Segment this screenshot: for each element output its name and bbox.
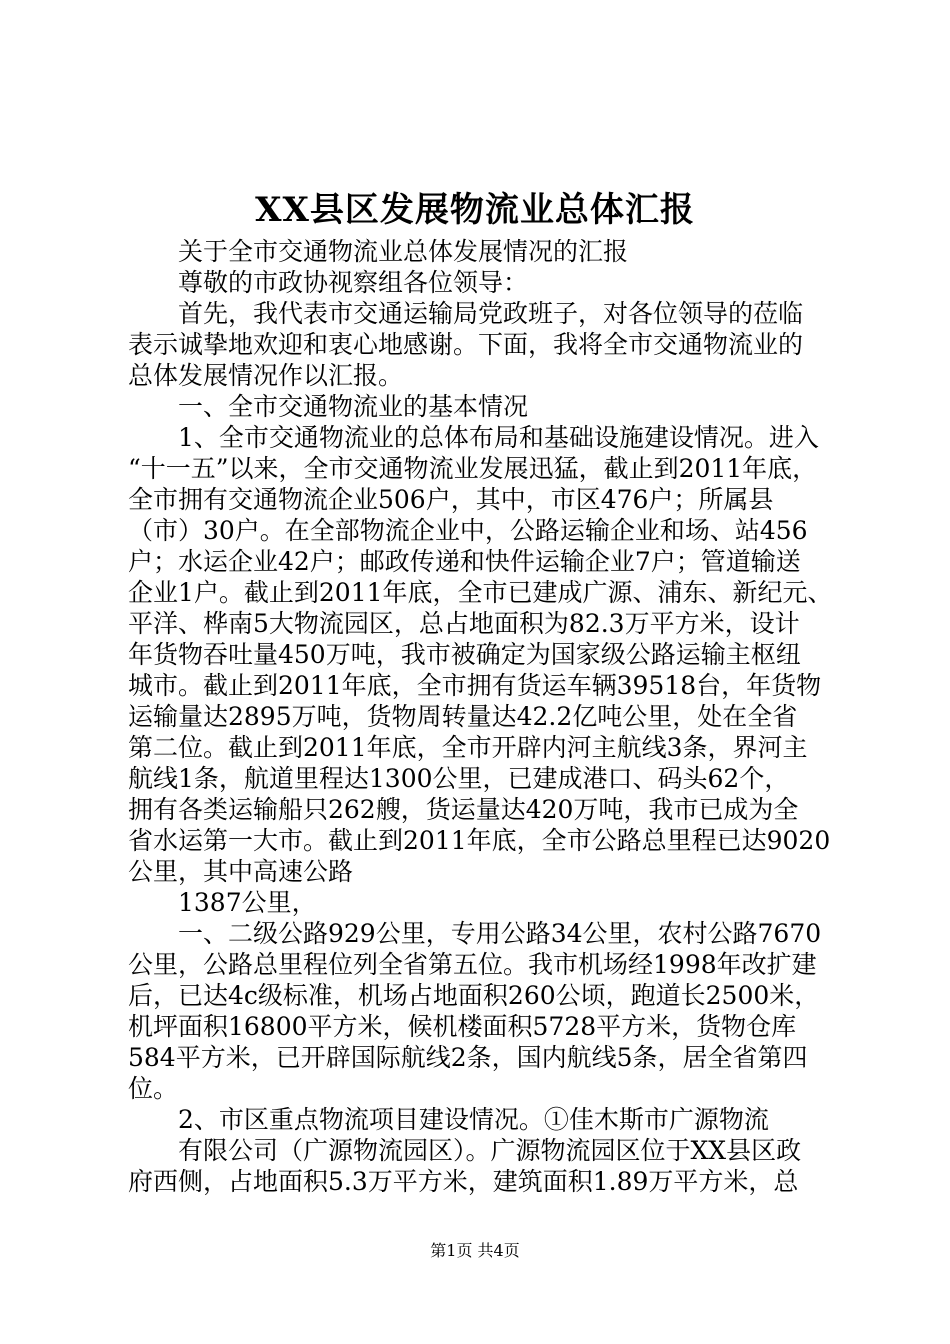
page-number-footer: 第1页 共4页	[430, 1241, 520, 1260]
paragraph-line: 企业1户。截止到2011年底，全市已建成广源、浦东、新纪元、	[128, 578, 833, 607]
paragraph-line: 首先，我代表市交通运输局党政班子，对各位领导的莅临	[178, 299, 804, 328]
paragraph-line: 584平方米，已开辟国际航线2条，国内航线5条，居全省第四	[128, 1043, 808, 1072]
document-title: XX县区发展物流业总体汇报	[255, 190, 695, 230]
paragraph-line: 航线1条，航道里程达1300公里，已建成港口、码头62个，	[128, 764, 790, 793]
paragraph-line: （市）30户。在全部物流企业中，公路运输企业和场、站456	[128, 516, 808, 545]
paragraph-line: “十一五”以来，全市交通物流业发展迅猛，截止到2011年底，	[128, 454, 818, 483]
paragraph-line: 平洋、桦南5大物流园区，总占地面积为82.3万平方米，设计	[128, 609, 800, 638]
paragraph-line: 城市。截止到2011年底，全市拥有货运车辆39518台，年货物	[128, 671, 822, 700]
paragraph-line: 省水运第一大市。截止到2011年底，全市公路总里程已达9020	[128, 826, 831, 855]
paragraph-line: 府西侧，占地面积5.3万平方米，建筑面积1.89万平方米，总	[128, 1167, 799, 1196]
paragraph-line: 公里，其中高速公路	[128, 857, 354, 886]
paragraph-line: 全市拥有交通物流企业506户，其中，市区476户；所属县	[128, 485, 774, 514]
paragraph-line: 1、全市交通物流业的总体布局和基础设施建设情况。进入	[178, 423, 819, 452]
paragraph-line: 第二位。截止到2011年底，全市开辟内河主航线3条，界河主	[128, 733, 808, 762]
paragraph-line: 总体发展情况作以汇报。	[128, 361, 404, 390]
paragraph-line: 表示诚挚地欢迎和衷心地感谢。下面，我将全市交通物流业的	[128, 330, 804, 359]
paragraph-line: 一、二级公路929公里，专用公路34公里，农村公路7670	[178, 919, 822, 948]
paragraph-line: 2、市区重点物流项目建设情况。①佳木斯市广源物流	[178, 1105, 769, 1134]
paragraph-line: 有限公司（广源物流园区）。广源物流园区位于XX县区政	[178, 1136, 802, 1165]
section-heading: 一、全市交通物流业的基本情况	[178, 392, 529, 421]
salutation-line: 尊敬的市政协视察组各位领导：	[178, 268, 529, 297]
paragraph-line: 位。	[128, 1074, 179, 1103]
paragraph-line: 后，已达4c级标准，机场占地面积260公顷，跑道长2500米，	[128, 981, 820, 1010]
subtitle-line: 关于全市交通物流业总体发展情况的汇报	[178, 237, 629, 266]
paragraph-line: 运输量达2895万吨，货物周转量达42.2亿吨公里，处在全省	[128, 702, 798, 731]
paragraph-line: 年货物吞吐量450万吨，我市被确定为国家级公路运输主枢纽	[128, 640, 801, 669]
paragraph-line: 1387公里，	[178, 888, 317, 917]
paragraph-line: 公里，公路总里程位列全省第五位。我市机场经1998年改扩建	[128, 950, 817, 979]
paragraph-line: 户；水运企业42户；邮政传递和快件运输企业7户；管道输送	[128, 547, 801, 576]
paragraph-line: 拥有各类运输船只262艘，货运量达420万吨，我市已成为全	[128, 795, 799, 824]
paragraph-line: 机坪面积16800平方米，候机楼面积5728平方米，货物仓库	[128, 1012, 797, 1041]
